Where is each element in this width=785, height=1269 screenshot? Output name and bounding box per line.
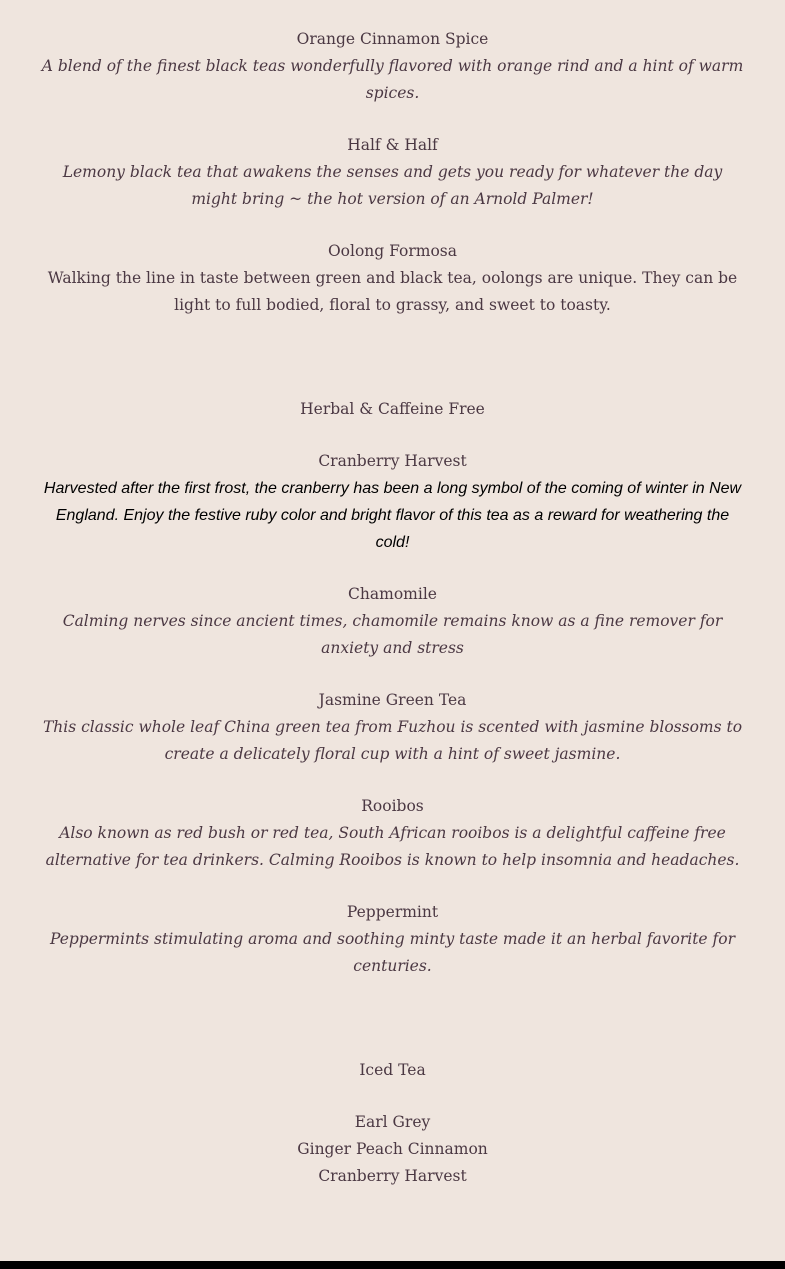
tea-description: Lemony black tea that awakens the senses and gets you ready for whatever the day might bring ~ the hot version of an Arnold Palmer!	[62, 163, 723, 208]
tea-menu	[40, 26, 745, 1190]
tea-description: Peppermints stimulating aroma and soothing minty taste made it an herbal favorite for centuries.	[49, 930, 736, 975]
herbal-section	[40, 396, 745, 980]
tea-name: Jasmine Green Tea	[318, 691, 467, 709]
section-heading: Iced Tea	[359, 1061, 426, 1079]
tea-description: Walking the line in taste between green and black tea, oolongs are unique. They can be light to full bodied, floral to grassy, and sweet to toasty.	[47, 269, 738, 314]
tea-name: Half & Half	[347, 136, 438, 154]
tea-description: Harvested after the first frost, the cranberry has been a long symbol of the coming of winter in New England. Enjoy the festive ruby color and bright flavor of this tea as a reward for weathering the cold!	[43, 480, 742, 551]
tea-description: A blend of the finest black teas wonderfully flavored with orange rind and a hint of warm spices.	[41, 57, 744, 102]
iced-tea-item: Earl Grey	[354, 1113, 431, 1131]
tea-name: Chamomile	[348, 585, 437, 603]
tea-name: Orange Cinnamon Spice	[296, 30, 489, 48]
black-tea-section	[40, 26, 745, 319]
tea-name: Rooibos	[361, 797, 424, 815]
iced-tea-item: Cranberry Harvest	[318, 1167, 467, 1185]
tea-description: Also known as red bush or red tea, South African rooibos is a delightful caffeine free alternative for tea drinkers. Calming Rooibos is known to help insomnia and headaches.	[45, 824, 740, 869]
tea-name: Peppermint	[346, 903, 439, 921]
section-heading: Herbal & Caffeine Free	[300, 400, 485, 418]
tea-description: Calming nerves since ancient times, chamomile remains know as a fine remover for anxiety and stress	[62, 612, 723, 657]
tea-name: Oolong Formosa	[327, 242, 458, 260]
footer-bar	[0, 1261, 785, 1269]
iced-tea-item: Ginger Peach Cinnamon	[297, 1140, 488, 1158]
tea-name: Cranberry Harvest	[318, 452, 467, 470]
tea-description: This classic whole leaf China green tea from Fuzhou is scented with jasmine blossoms to create a delicately floral cup with a hint of sweet jasmine.	[42, 718, 743, 763]
iced-tea-section	[40, 1057, 745, 1190]
